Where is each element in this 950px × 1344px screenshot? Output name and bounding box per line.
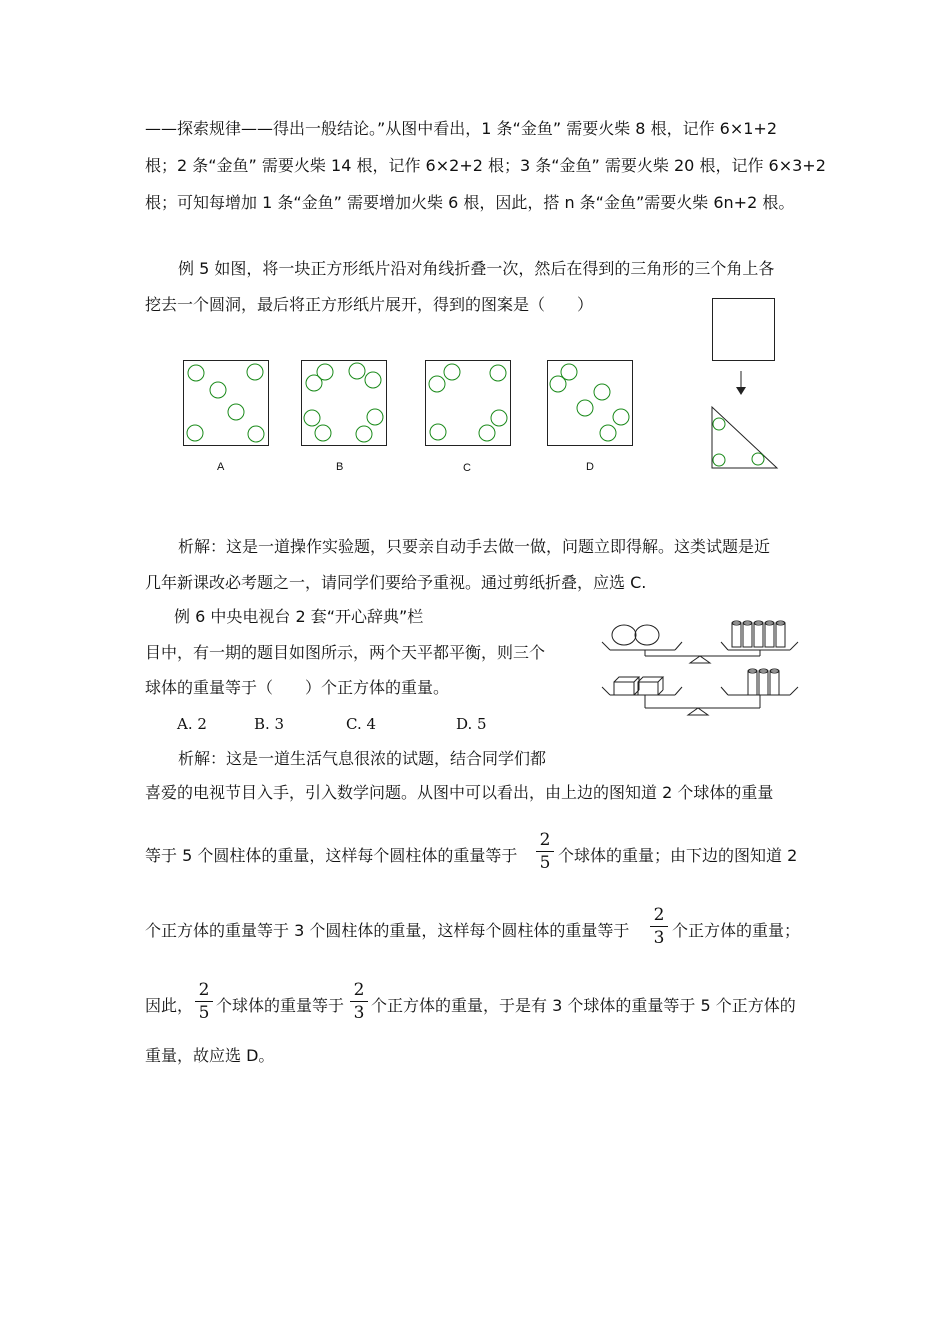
ex6-analysis-line4a: 个正方体的重量等于 3 个圆柱体的重量，这样每个圆柱体的重量等于 <box>145 921 630 940</box>
choice-d: D. 5 <box>456 715 487 733</box>
ex6-analysis-line3a: 等于 5 个圆柱体的重量，这样每个圆柱体的重量等于 <box>145 846 518 865</box>
option-b-figure <box>301 360 391 450</box>
ex6-line1: 例 6 中央电视台 2 套“开心辞典”栏 <box>174 607 424 626</box>
para1-line2: 根；2 条“金鱼” 需要火柴 14 根，记作 6×2+2 根；3 条“金鱼” 需要火柴 20 根，记作 6×3+2 <box>145 156 826 175</box>
ex5-analysis-line1: 析解：这是一道操作实验题，只要亲自动手去做一做，问题立即得解。这类试题是近 <box>178 537 771 556</box>
option-d-figure <box>547 360 637 450</box>
option-b-label: B <box>336 461 344 473</box>
choice-b: B. 3 <box>254 715 285 733</box>
ex6-analysis-line5a: 因此， <box>145 996 194 1015</box>
fraction-2-5-first: 2 5 <box>536 830 554 873</box>
fold-diagram <box>710 298 790 473</box>
choice-c: C. 4 <box>346 715 377 733</box>
ex5-analysis-line2: 几年新课改必考题之一，请同学们要给予重视。通过剪纸折叠，应选 C. <box>145 573 647 592</box>
ex6-analysis-line5c: 个正方体的重量，于是有 3 个球体的重量等于 5 个正方体的 <box>371 996 796 1015</box>
ex6-analysis-line4b: 个正方体的重量； <box>672 921 801 940</box>
balance-scales <box>600 615 810 720</box>
ex5-line2: 挖去一个圆洞，最后将正方形纸片展开，得到的图案是（ ） <box>145 295 594 314</box>
fraction-2-3-second: 2 3 <box>350 980 368 1023</box>
ex6-line3: 球体的重量等于（ ）个正方体的重量。 <box>145 678 450 697</box>
fraction-2-3-first: 2 3 <box>650 905 668 948</box>
para1-line3: 根；可知每增加 1 条“金鱼” 需要增加火柴 6 根，因此，搭 n 条“金鱼”需要火柴 6n+2 根。 <box>145 193 795 212</box>
ex6-line2: 目中，有一期的题目如图所示，两个天平都平衡，则三个 <box>145 643 546 662</box>
option-a-figure <box>183 360 273 450</box>
option-c-label: C <box>463 462 471 474</box>
ex6-analysis-line3b: 个球体的重量；由下边的图知道 2 <box>558 846 798 865</box>
ex6-analysis-line1: 析解：这是一道生活气息很浓的试题，结合同学们都 <box>178 749 547 768</box>
ex6-analysis-line5b: 个球体的重量等于 <box>216 996 345 1015</box>
ex5-line1: 例 5 如图，将一块正方形纸片沿对角线折叠一次，然后在得到的三角形的三个角上各 <box>178 259 775 278</box>
ex6-analysis-line2: 喜爱的电视节目入手，引入数学问题。从图中可以看出，由上边的图知道 2 个球体的重量 <box>145 783 774 802</box>
option-c-figure <box>425 360 515 450</box>
ex6-analysis-line6: 重量，故应选 D。 <box>145 1046 275 1065</box>
choice-a: A. 2 <box>177 715 207 733</box>
option-a-label: A <box>217 461 225 473</box>
fraction-2-5-second: 2 5 <box>195 980 213 1023</box>
para1-line1: ——探索规律——得出一般结论。”从图中看出，1 条“金鱼” 需要火柴 8 根，记作 6×1+2 <box>145 119 778 138</box>
option-d-label: D <box>586 461 594 473</box>
